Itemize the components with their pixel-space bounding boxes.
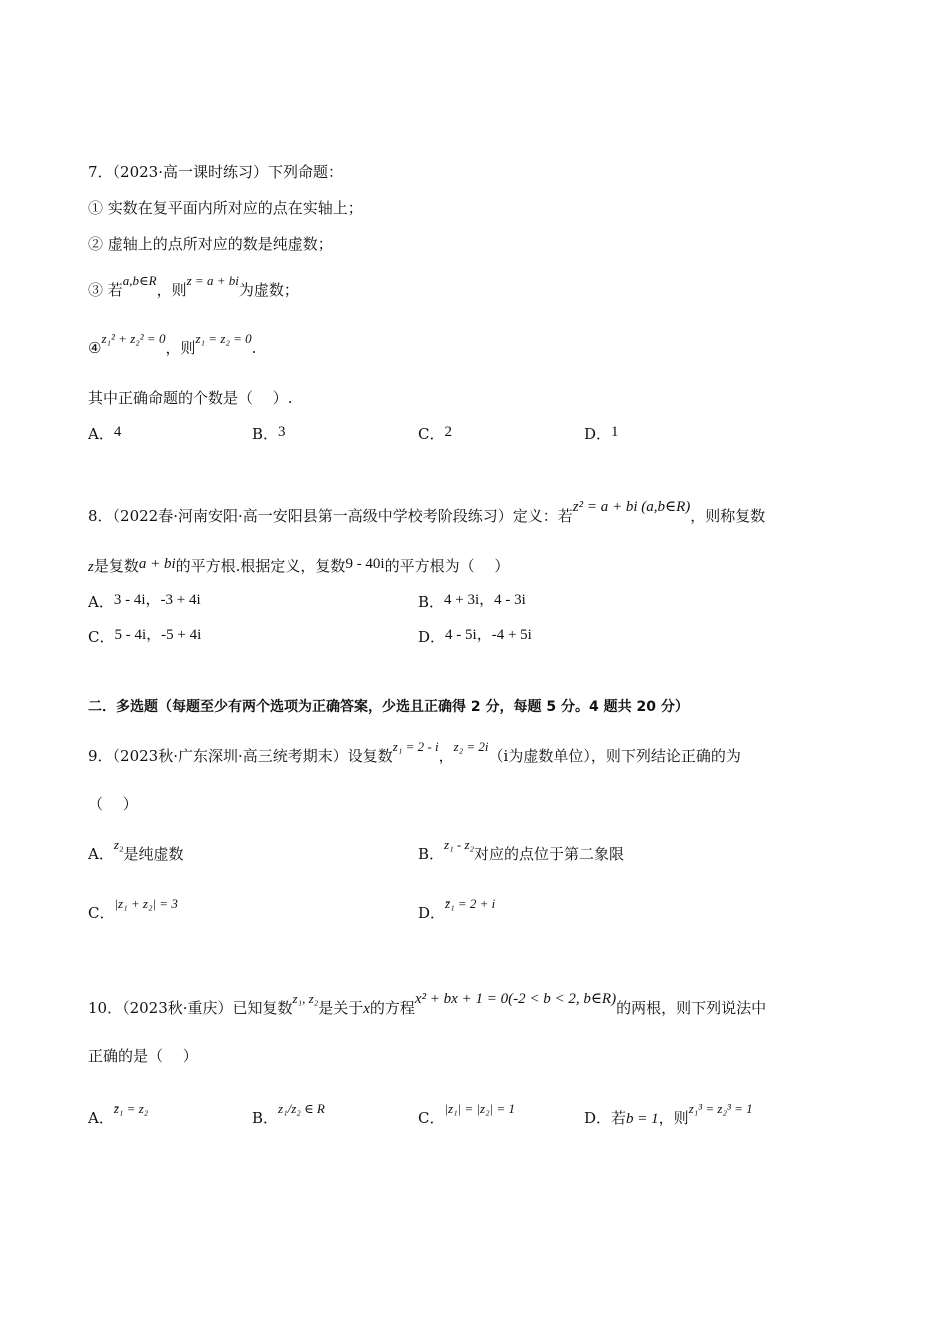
q10-stem xyxy=(88,991,767,1019)
q9-stem-post: （i为虚数单位），则下列结论正确的为 xyxy=(488,747,741,765)
q8-z: z xyxy=(88,559,94,575)
q9-option-d-label: D． xyxy=(418,904,446,922)
q8-option-d-value: 4 - 5i，-4 + 5i xyxy=(445,627,532,643)
q9-comma: ， xyxy=(438,747,454,765)
q7-proposition-3 xyxy=(88,273,299,301)
q7-proposition-2: ② 虚轴上的点所对应的数是纯虚数； xyxy=(88,235,333,253)
q8-option-a-label: A． xyxy=(88,593,114,611)
q7-proposition-4 xyxy=(88,331,257,359)
q7-p3-post: 为虚数； xyxy=(238,281,299,299)
q9-z1: z₁ = 2 - i xyxy=(392,739,439,754)
q8-expr-e: 9 - 40i xyxy=(345,556,385,572)
q7-p4-mid: ，则 xyxy=(165,339,196,357)
q9-z2: z₂ = 2i xyxy=(453,739,489,754)
q10-option-d-mid: ，则 xyxy=(658,1109,689,1127)
q10-option-a-label: A． xyxy=(88,1109,114,1127)
q7-option-b-value: 3 xyxy=(278,424,286,440)
q8-text-b: 是复数 xyxy=(93,557,139,575)
q10-option-d-label: D． xyxy=(584,1109,612,1127)
q9-option-c-expr: |z₁ + z₂| = 3 xyxy=(114,896,178,911)
q8-option-b-label: B． xyxy=(418,593,445,611)
q7-option-c[interactable] xyxy=(418,424,452,445)
q7-ask: 其中正确命题的个数是（ ）. xyxy=(88,389,293,407)
q7-option-b-label: B． xyxy=(252,425,279,443)
q7-option-d-value: 1 xyxy=(611,424,619,440)
q7-option-a-value: 4 xyxy=(113,424,122,440)
q10-stem-mid2: 的方程 xyxy=(369,999,415,1017)
q8-stem-pre: 8．（2022春·河南安阳·高一安阳县第一高级中学校考阶段练习）定义：若 xyxy=(88,507,573,525)
q10-stem-mid: 是关于 xyxy=(318,999,364,1017)
q10-option-d[interactable] xyxy=(584,1101,753,1129)
q7-option-d-label: D． xyxy=(584,425,612,443)
q8-option-c-label: C． xyxy=(88,628,115,646)
q8-stem xyxy=(88,499,766,527)
q10-option-d-cond: b = 1 xyxy=(626,1111,659,1127)
q10-option-a[interactable] xyxy=(88,1101,149,1129)
q10-option-c-label: C． xyxy=(418,1109,445,1127)
q7-option-a-label: A． xyxy=(88,425,114,443)
q10-option-d-expr: z₁³ = z₂³ = 1 xyxy=(688,1101,753,1116)
q9-option-c[interactable] xyxy=(88,896,178,924)
q9-option-b-expr: z₁ - z₂ xyxy=(444,837,475,852)
q7-p3-expr: z = a + bi xyxy=(186,273,239,288)
q10-stem-pre: 10．（2023秋·重庆）已知复数 xyxy=(88,999,293,1017)
q9-stem xyxy=(88,739,741,767)
q8-stem-post: ，则称复数 xyxy=(690,507,766,525)
q9-stem-pre: 9．（2023秋·广东深圳·高三统考期末）设复数 xyxy=(88,747,393,765)
q7-stem: 7．（2023·高一课时练习）下列命题： xyxy=(88,163,343,181)
q9-paren: （ ） xyxy=(88,795,138,813)
q10-option-b[interactable] xyxy=(252,1101,325,1129)
q7-p4-expr: z₁ = z₂ = 0 xyxy=(195,331,252,346)
q10-option-b-expr: z₁/z₂ ∈ R xyxy=(278,1101,325,1116)
q9-option-d-expr: z̄₁ = 2 + i xyxy=(445,896,496,911)
q8-option-a-value: 3 - 4i，-3 + 4i xyxy=(113,592,201,608)
q8-stem-line2 xyxy=(88,556,509,577)
q7-option-b[interactable] xyxy=(252,424,286,445)
q7-option-c-value: 2 xyxy=(444,424,452,440)
q10-stem-line2: 正确的是（ ） xyxy=(88,1047,198,1065)
q9-option-a-label: A． xyxy=(88,845,114,863)
q7-option-d[interactable] xyxy=(584,424,619,445)
q8-option-d[interactable] xyxy=(418,627,532,648)
q10-option-b-label: B． xyxy=(252,1109,279,1127)
q8-option-a[interactable] xyxy=(88,592,201,613)
q10-option-a-expr: z̄₁ = z₂ xyxy=(113,1101,149,1116)
q9-option-b-label: B． xyxy=(418,845,445,863)
q10-equation: x² + bx + 1 = 0(-2 < b < 2, b∈R) xyxy=(414,991,617,1007)
q8-option-c-value: 5 - 4i，-5 + 4i xyxy=(114,627,202,643)
q7-p4-post: . xyxy=(251,339,257,357)
q8-option-b[interactable] xyxy=(418,592,526,613)
q8-option-d-label: D． xyxy=(418,628,446,646)
q8-option-b-value: 4 + 3i，4 - 3i xyxy=(444,592,526,608)
q8-text-f: 的平方根为（ ） xyxy=(384,557,510,575)
q10-option-c[interactable] xyxy=(418,1101,515,1129)
q9-option-d[interactable] xyxy=(418,896,496,924)
q8-text-d: 的平方根.根据定义，复数 xyxy=(175,557,346,575)
q7-option-a[interactable] xyxy=(88,424,121,445)
q7-p3-pre: ③ 若 xyxy=(88,281,123,299)
q9-option-b[interactable] xyxy=(418,837,625,865)
q10-z12: z₁, z₂ xyxy=(292,991,319,1006)
q9-option-c-label: C． xyxy=(88,904,115,922)
q7-p3-cond: a,b∈R xyxy=(122,273,157,288)
q7-p4-cond: z₁² + z₂² = 0 xyxy=(101,331,166,346)
q10-option-d-pre: 若 xyxy=(611,1109,627,1127)
q10-option-c-expr: |z₁| = |z₂| = 1 xyxy=(444,1101,515,1116)
q7-option-c-label: C． xyxy=(418,425,445,443)
q8-expr-c: a + bi xyxy=(138,556,176,572)
q9-option-a-expr: z₂ xyxy=(113,837,124,852)
q7-p4-pre: ④ xyxy=(88,339,102,357)
q10-stem-post: 的两根，则下列说法中 xyxy=(616,999,767,1017)
q8-option-c[interactable] xyxy=(88,627,201,648)
q9-option-b-text: 对应的点位于第二象限 xyxy=(474,845,625,863)
q10-x: x xyxy=(363,1001,370,1017)
section-2-title: 二．多选题（每题至少有两个选项为正确答案，少选且正确得 2 分，每题 5 分。4 题共 20 分） xyxy=(88,699,689,715)
q8-stem-expr: z² = a + bi (a,b∈R) xyxy=(572,499,691,515)
q9-option-a-text: 是纯虚数 xyxy=(123,845,184,863)
q7-proposition-1: ① 实数在复平面内所对应的点在实轴上； xyxy=(88,199,363,217)
q9-option-a[interactable] xyxy=(88,837,184,865)
q7-p3-mid: ，则 xyxy=(156,281,187,299)
